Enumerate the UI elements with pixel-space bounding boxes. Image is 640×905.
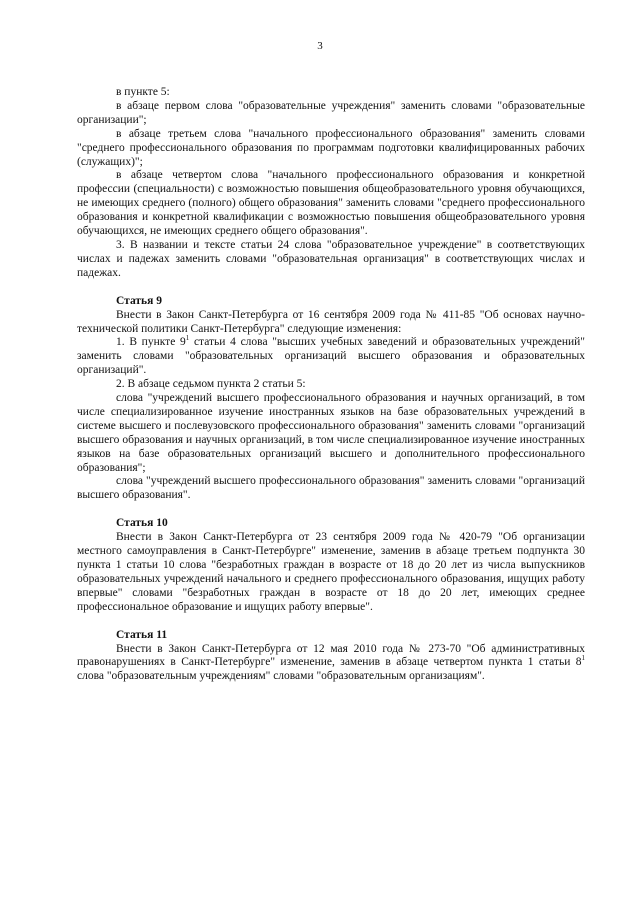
article-9-item-1-sup: 1 [185,334,190,343]
article-9-intro: Внести в Закон Санкт-Петербурга от 16 сентября 2009 года № 411-85 "Об основах научно-технической политики Санкт-Петербурга" следующие изменения: [77,308,585,335]
paragraph-third-abzac: в абзаце третьем слова "начального профессионального образования" заменить словами "среднего профессионального образования по программам подготовки квалифицированных рабочих (служащих)"; [77,127,585,168]
article-10-heading: Статья 10 [116,517,168,530]
paragraph-first-abzac: в абзаце первом слова "образовательные учреждения" заменить словами "образовательные организации"; [77,99,585,126]
document-body [77,86,585,684]
article-11-sup: 1 [581,654,585,663]
article-10-text: Внести в Закон Санкт-Петербурга от 23 сентября 2009 года № 420-79 "Об организации местного самоуправления в Санкт-Петербурге" изменение, заменив в абзаце третьем подпункта 30 пункта 1 статьи 10 слова "безработных граждан в возрасте от 18 до 20 лет из числа выпускников образовательных учреждений начального и среднего профессионального образования, ищущих работу впервые" словами "безработных граждан в возрасте от 18 до 20 лет, имеющих среднее профессиональное образование и ищущих работу впервые". [77,531,585,613]
article-11-text-rest: слова "образовательным учреждениям" словами "образовательным организациям". [77,670,485,683]
paragraph-item5-intro: в пункте 5: [116,86,170,98]
article-9-item-1-rest: статьи 4 слова "высших учебных заведений и образовательных учреждений" заменить словами "образовательных организаций высшего образования и образовательных организаций". [77,336,586,377]
article-9-item-1-start: 1. В пункте 9 [116,336,186,349]
article-11-text [77,643,585,685]
article-9-item-2: 2. В абзаце седьмом пункта 2 статьи 5: [116,378,306,391]
article-9-item-2-words-b: слова "учреждений высшего профессионального образования" заменить словами "организаций высшего образования". [77,475,585,502]
article-11-text-start: Внести в Закон Санкт-Петербурга от 12 мая 2010 года № 273-70 "Об административных правонарушениях в Санкт-Петербурге" изменение, заменив в абзаце четвертом пункта 1 статьи 8 [77,642,585,669]
paragraph-fourth-abzac: в абзаце четвертом слова "начального профессионального образования и конкретной профессии (специальности) с возможностью повышения общеобразовательного уровня обучающихся, не имеющих среднего (полного) общего образования" заменить словами "среднего профессионального образования и конкретной квалификации с возможностью повышения общеобразовательного уровня обучающихся, не имеющих среднего общего образования". [77,169,585,238]
page-number: 3 [317,40,323,52]
paragraph-item3: 3. В названии и тексте статьи 24 слова "образовательное учреждение" в соответствующих числах и падежах заменить словами "образовательная организация" в соответствующих числах и падежах. [77,238,585,279]
article-9-item-2-words-a: слова "учреждений высшего профессионального образования и научных организаций, в том числе специализированное изучение иностранных языков на базе образовательных учреждений в системе высшего и послевузовского профессионального образования" заменить словами "организаций высшего образования и научных организаций, в том числе специализированное изучение иностранных языков на базе образовательных организаций высшего и дополнительного профессионального образования"; [77,392,585,474]
article-9-item-1 [77,336,585,378]
article-9-heading: Статья 9 [116,294,162,307]
article-11-heading: Статья 11 [116,628,168,641]
